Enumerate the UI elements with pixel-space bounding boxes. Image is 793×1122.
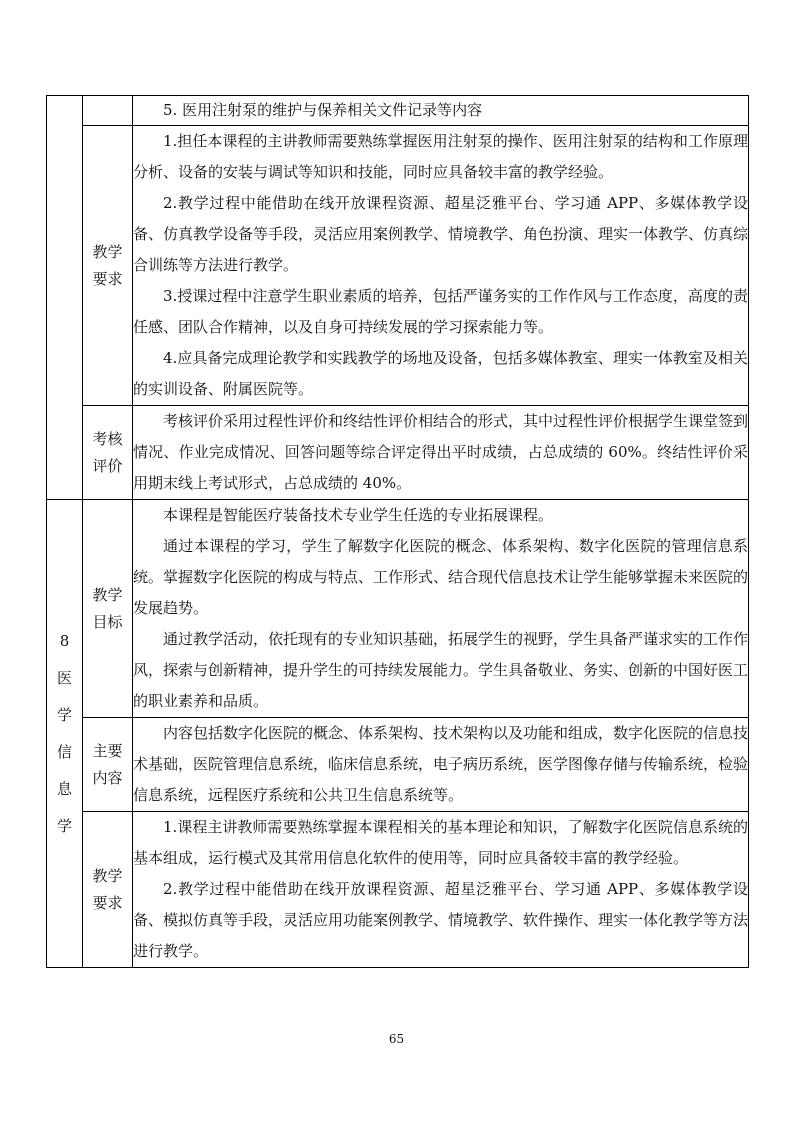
paragraph: 3.授课过程中注意学生职业素质的培养，包括严谨务实的工作作风与工作态度，高度的责任感、团队合作精神，以及自身可持续发展的学习探索能力等。 bbox=[133, 287, 748, 336]
course-number-cell bbox=[47, 500, 83, 968]
label-cell bbox=[83, 500, 133, 718]
content-cell bbox=[133, 718, 749, 812]
content-cell bbox=[133, 812, 749, 968]
paragraph: 通过教学活动，依托现有的专业知识基础，拓展学生的视野，学生具备严谨求实的工作作风，探索与创新精神，提升学生的可持续发展能力。学生具备敬业、务实、创新的中国好医工的职业素养和品质。 bbox=[133, 630, 749, 710]
table-row bbox=[47, 718, 749, 812]
course-name-char: 学 bbox=[56, 705, 72, 724]
row-label: 教学 bbox=[92, 242, 123, 261]
label-cell bbox=[83, 718, 133, 812]
row-label: 教学 bbox=[92, 866, 123, 885]
paragraph: 内容包括数字化医院的概念、体系架构、技术架构以及功能和组成，数字化医院的信息技术基础，医院管理信息系统，临床信息系统，电子病历系统，医学图像存储与传输系统，检验信息系统，远程医疗系统和公共卫生信息系统等。 bbox=[133, 724, 749, 804]
course-name-char: 学 bbox=[56, 816, 72, 835]
paragraph: 本课程是智能医疗装备技术专业学生任选的专业拓展课程。 bbox=[163, 506, 554, 524]
table-row bbox=[47, 126, 749, 406]
table-row bbox=[47, 406, 749, 500]
course-name-char: 医 bbox=[56, 668, 72, 687]
label-cell-empty bbox=[83, 96, 133, 126]
label-cell bbox=[83, 812, 133, 968]
course-name-char: 信 bbox=[56, 742, 72, 761]
content-cell bbox=[133, 406, 749, 500]
course-number-cell-empty bbox=[47, 96, 83, 500]
row-label: 考核 bbox=[92, 429, 123, 448]
table-row bbox=[47, 96, 749, 126]
content-cell bbox=[133, 96, 749, 126]
row-label: 教学 bbox=[92, 585, 123, 604]
paragraph: 1.课程主讲教师需要熟练掌握本课程相关的基本理论和知识，了解数字化医院信息系统的基本组成，运行模式及其常用信息化软件的使用等，同时应具备较丰富的教学经验。 bbox=[133, 818, 748, 867]
row-label: 内容 bbox=[92, 768, 123, 787]
row-label: 主要 bbox=[92, 741, 123, 760]
table-row bbox=[47, 500, 749, 718]
row-label: 评价 bbox=[92, 456, 123, 475]
paragraph: 通过本课程的学习，学生了解数字化医院的概念、体系架构、数字化医院的管理信息系统。掌握数字化医院的构成与特点、工作形式、结合现代信息技术让学生能够掌握未来医院的发展趋势。 bbox=[133, 537, 749, 617]
row-label: 要求 bbox=[92, 269, 123, 288]
course-table bbox=[46, 95, 749, 968]
paragraph: 1.担任本课程的主讲教师需要熟练掌握医用注射泵的操作、医用注射泵的结构和工作原理分析、设备的安装与调试等知识和技能，同时应具备较丰富的教学经验。 bbox=[133, 132, 748, 181]
course-name-char: 息 bbox=[56, 779, 72, 798]
top-item-text: 5. 医用注射泵的维护与保养相关文件记录等内容 bbox=[163, 101, 483, 119]
label-cell bbox=[83, 406, 133, 500]
row-label: 要求 bbox=[92, 893, 123, 912]
paragraph: 2.教学过程中能借助在线开放课程资源、超星泛雅平台、学习通 APP、多媒体教学设备、模拟仿真等手段，灵活应用功能案例教学、情境教学、软件操作、理实一体化教学等方法进行教学。 bbox=[133, 880, 749, 960]
content-cell bbox=[133, 500, 749, 718]
paragraph: 考核评价采用过程性评价和终结性评价相结合的形式，其中过程性评价根据学生课堂签到情况、作业完成情况、回答问题等综合评定得出平时成绩，占总成绩的 60%。终结性评价采用期末线上考试形式，占总成绩的 40%。 bbox=[133, 412, 749, 492]
table-row bbox=[47, 812, 749, 968]
course-number: 8 bbox=[59, 631, 70, 650]
page-number: 65 bbox=[388, 1032, 405, 1046]
row-label: 目标 bbox=[92, 612, 123, 631]
label-cell bbox=[83, 126, 133, 406]
paragraph: 4.应具备完成理论教学和实践教学的场地及设备，包括多媒体教室、理实一体教室及相关的实训设备、附属医院等。 bbox=[133, 349, 748, 398]
content-cell bbox=[133, 126, 749, 406]
paragraph: 2.教学过程中能借助在线开放课程资源、超星泛雅平台、学习通 APP、多媒体教学设备、仿真教学设备等手段，灵活应用案例教学、情境教学、角色扮演、理实一体教学、仿真综合训练等方法进行教学。 bbox=[133, 194, 749, 274]
